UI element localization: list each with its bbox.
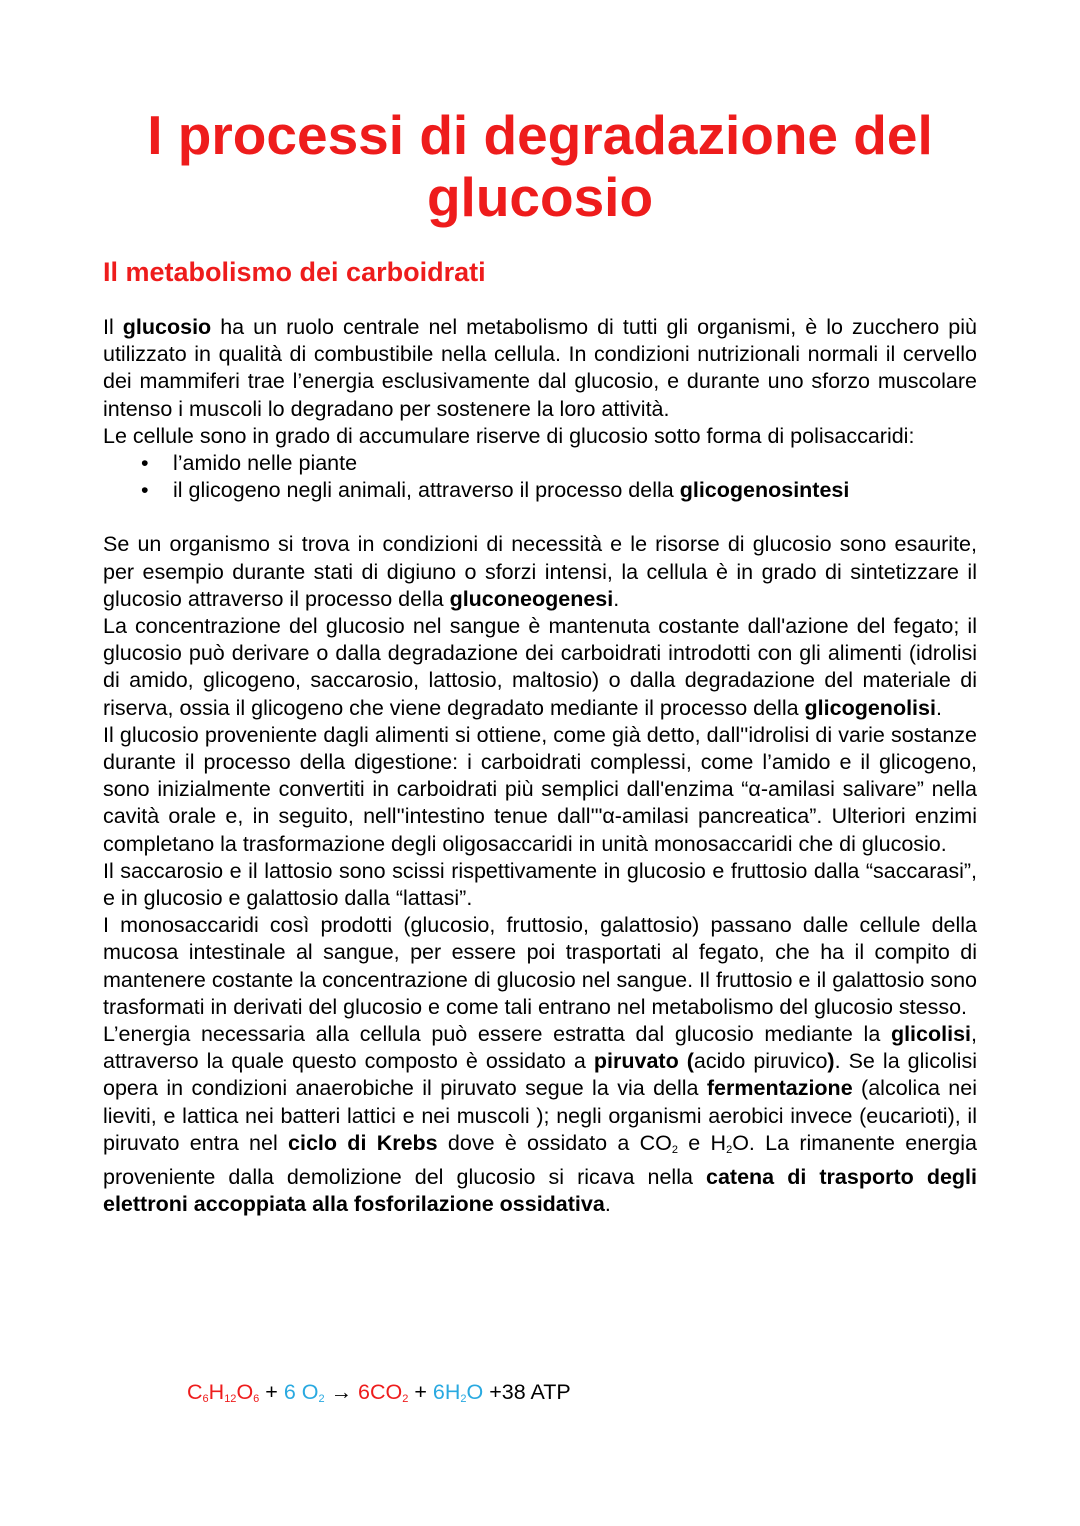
bold-term: glicogenolisi	[804, 695, 936, 720]
formula-text: +	[408, 1380, 433, 1404]
subscript: 2	[671, 1143, 679, 1156]
subscript: 2	[726, 1143, 733, 1156]
bold-term: gluconeogenesi	[449, 586, 614, 611]
subscript: 12	[224, 1393, 237, 1405]
bold-term: )	[827, 1049, 835, 1074]
paragraph-intro	[103, 314, 977, 423]
subscript: 2	[402, 1393, 409, 1405]
list-item	[103, 450, 977, 477]
paragraph-energy	[103, 1021, 977, 1218]
list-item	[103, 477, 977, 504]
paragraph-digestion: Il glucosio proveniente dagli alimenti si ottiene, come già detto, dall''idrolisi di varie sostanze durante il processo della digestione: i carboidrati complessi, come l’amido e il glicogeno, sono inizialmente convertiti in carboidrati più semplici dall'enzima “α-amilasi salivare” nella cavità orale e, in seguito, nell''intestino tenue dall'"α-amilasi pancreatica”. Ulteriori enzimi completano la trasformazione degli oligosaccaridi in unità monosaccaridi che di glucosio.	[103, 722, 977, 856]
text-run: acido piruvico	[693, 1049, 828, 1074]
co2-formula	[358, 1380, 408, 1404]
list-item-text: il glicogeno negli animali, attraverso il processo della	[173, 478, 680, 503]
text-run: dove è ossidato a CO	[437, 1130, 672, 1155]
text-run: .	[613, 586, 620, 611]
bold-term: glicolisi	[890, 1022, 972, 1047]
bold-term: catena di trasporto degli elettroni accoppiata alla fosforilazione ossidativa	[103, 1165, 977, 1217]
bold-term: fermentazione	[706, 1076, 853, 1101]
bullet-list	[103, 450, 977, 504]
text-run: .	[604, 1192, 611, 1217]
text-run: Il	[103, 315, 123, 339]
page-title-line-1: I processi di degradazione del	[147, 104, 933, 166]
formula-text: 6CO	[358, 1380, 403, 1404]
paragraph-reserves: Le cellule sono in grado di accumulare riserve di glucosio sotto forma di polisaccaridi:	[103, 423, 915, 448]
water-formula	[433, 1380, 483, 1404]
arrow-icon: →	[324, 1380, 359, 1404]
formula-text: C	[187, 1380, 203, 1404]
text-run: Se un organismo si trova in condizioni di necessità e le risorse di glucosio sono esaurite, per esempio durante stati di digiuno o sforzi intensi, la cellula è in grado di sintetizzare il glucosio attraverso il processo della	[103, 532, 977, 611]
subscript: 6	[253, 1393, 260, 1405]
formula-text: O	[236, 1380, 254, 1404]
atp-text: +38 ATP	[483, 1380, 571, 1404]
subscript: 6	[202, 1393, 209, 1405]
paragraph-saccharose: Il saccarosio e il lattosio sono scissi rispettivamente in glucosio e fruttosio dalla “saccarasi”, e in glucosio e galattosio dalla “lattasi”.	[103, 858, 977, 911]
spacer	[103, 504, 977, 531]
text-run: L’energia necessaria alla cellula può essere estratta dal glucosio mediante la	[103, 1022, 891, 1047]
text-run: , attraverso la quale questo composto è ossidato a	[103, 1022, 977, 1074]
page-title-line-2: glucosio	[426, 166, 654, 228]
text-run: e H	[678, 1130, 727, 1155]
paragraph-gluconeogenesis	[103, 531, 977, 613]
formula-text: 6 O	[283, 1380, 319, 1404]
subscript: 2	[318, 1393, 325, 1405]
text-run: ha un ruolo centrale nel metabolismo di tutti gli organismi, è lo zucchero più utilizzato in qualità di combustibile nella cellula. In condizioni nutrizionali normali il cervello dei mammiferi trae l’energia esclusivamente dal glucosio, e durante uno sforzo muscolare intenso i muscoli lo degradano per sostenere la loro attività.	[103, 315, 977, 421]
oxygen-formula	[284, 1380, 325, 1404]
bold-term: ciclo di Krebs	[288, 1130, 438, 1155]
section-heading: Il metabolismo dei carboidrati	[103, 257, 486, 287]
text-run: La concentrazione del glucosio nel sangue è mantenuta costante dall'azione del fegato; il glucosio può derivare o dalla degradazione dei carboidrati introdotti con gli alimenti (idrolisi di amido, glicogeno, saccarosio, lattosio, maltosio) o dalla degradazione del materiale di riserva, ossia il glicogeno che viene degradato mediante il processo della	[103, 614, 977, 720]
paragraph-blood-concentration	[103, 613, 977, 722]
text-run: . Se la glicolisi opera in condizioni anaerobiche il piruvato segue la via della	[103, 1049, 977, 1101]
formula-text: +	[259, 1380, 284, 1404]
subscript: 2	[460, 1393, 467, 1405]
bold-term: piruvato (	[593, 1049, 694, 1074]
list-item-text: l’amido nelle piante	[173, 451, 358, 476]
glucose-formula	[187, 1380, 259, 1404]
bold-term: glicogenosintesi	[679, 478, 850, 503]
paragraph-monosaccharides: I monosaccaridi così prodotti (glucosio, fruttosio, galattosio) passano dalle cellule della mucosa intestinale al sangue, per essere poi trasportati al fegato, che ha il compito di mantenere costante la concentrazione di glucosio nel sangue. Il fruttosio e il galattosio sono trasformati in derivati del glucosio e come tali entrano nel metabolismo del glucosio stesso.	[103, 913, 977, 1019]
chemical-equation	[187, 1378, 571, 1413]
formula-text: 6H	[432, 1380, 461, 1404]
bold-term: glucosio	[122, 315, 212, 339]
text-run: .	[935, 695, 942, 720]
text-run: O. La rimanente energia proveniente dalla demolizione del glucosio si ricava nella	[103, 1130, 977, 1190]
formula-text: H	[208, 1380, 225, 1404]
page-title	[0, 104, 1080, 228]
document-body	[103, 314, 977, 1219]
text-run: (alcolica nei lieviti, e lattica nei batteri lattici e nei muscoli ); negli organismi aerobici invece (eucarioti), il piruvato entra nel	[103, 1076, 977, 1155]
formula-text: O	[466, 1380, 484, 1404]
